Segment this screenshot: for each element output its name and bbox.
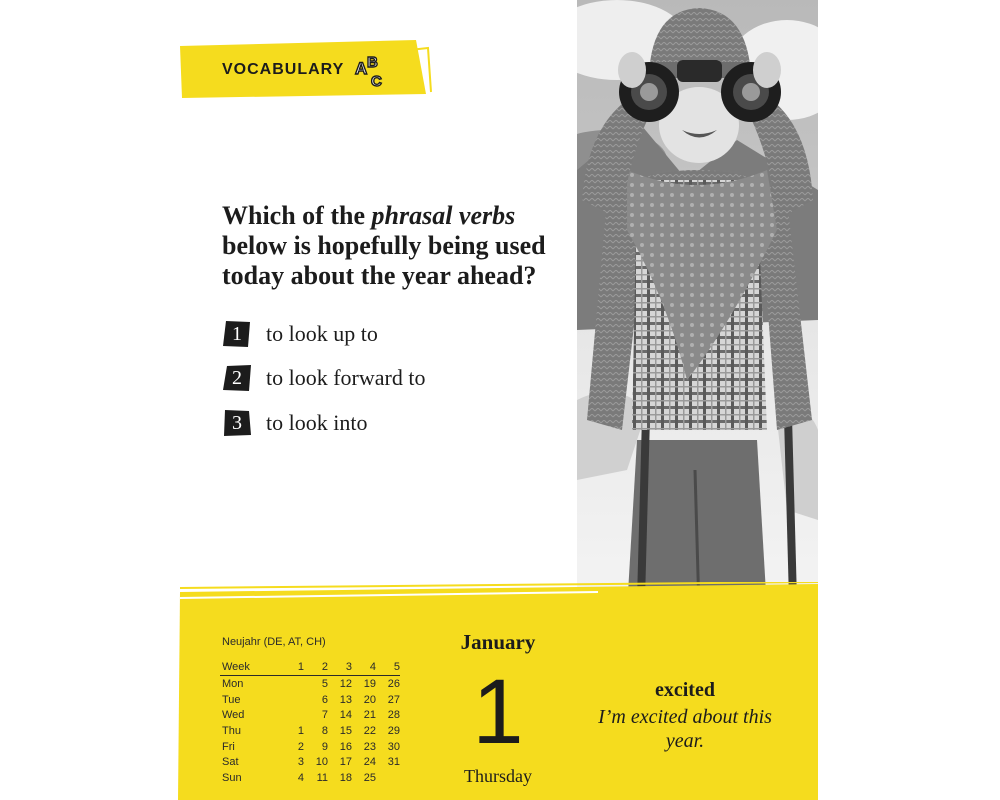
date-cell: 2 <box>297 740 304 753</box>
date-cell: 4 <box>297 771 304 784</box>
date-cell: 3 <box>297 756 304 769</box>
abc-letter-a: A <box>355 59 368 78</box>
date-cell: 22 <box>363 724 376 737</box>
calendar-header-cell: Week <box>220 658 280 676</box>
weekday-cell: Fri <box>222 740 235 753</box>
option-text: to look up to <box>266 321 378 346</box>
calendar-header-cell: 4 <box>352 658 376 676</box>
calendar-row <box>220 770 400 786</box>
abc-letter-b: B <box>367 54 378 71</box>
calendar-row <box>220 707 400 723</box>
option-2 <box>222 362 425 394</box>
word-of-day: excited <box>655 679 715 701</box>
date-cell: 12 <box>339 677 352 690</box>
date-cell: 7 <box>321 709 328 722</box>
date-cell: 28 <box>387 709 400 722</box>
weekday-cell: Sun <box>222 771 242 784</box>
date-cell: 6 <box>321 693 328 706</box>
weekday-label: Thursday <box>464 766 532 786</box>
month-label: January <box>460 630 536 654</box>
option-number-badge <box>222 364 252 392</box>
calendar-header-cell: 1 <box>280 658 304 676</box>
child-with-binoculars-image <box>577 0 818 610</box>
question-text-before: Which of the <box>222 201 365 230</box>
word-example-sentence: I’m excited about this year. <box>598 706 772 752</box>
calendar-row <box>220 676 400 692</box>
date-cell: 11 <box>316 771 328 784</box>
date-cell: 23 <box>363 740 376 753</box>
question-emphasis: phrasal verbs <box>371 201 516 230</box>
date-cell: 17 <box>339 756 352 769</box>
section-label: VOCABULARY <box>222 61 345 78</box>
calendar-header-cell: 3 <box>328 658 352 676</box>
date-cell: 13 <box>339 693 352 706</box>
date-cell: 8 <box>321 724 328 737</box>
date-cell: 10 <box>315 756 328 769</box>
day-number: 1 <box>472 661 524 763</box>
date-cell <box>280 692 304 708</box>
option-text: to look forward to <box>266 365 426 390</box>
date-cell: 21 <box>363 709 376 722</box>
holiday-label: Neujahr (DE, AT, CH) <box>222 636 326 648</box>
weekday-cell: Tue <box>222 693 241 706</box>
abc-letter-c: C <box>371 73 382 90</box>
option-number: 2 <box>232 366 242 389</box>
date-cell: 26 <box>387 677 400 690</box>
date-cell: 25 <box>363 771 376 784</box>
date-cell: 16 <box>339 740 352 753</box>
option-text: to look into <box>266 410 368 435</box>
option-1 <box>222 318 378 350</box>
date-cell: 5 <box>321 677 328 690</box>
date-cell: 15 <box>339 724 352 737</box>
date-cell: 24 <box>363 756 376 769</box>
calendar-header-row <box>220 658 400 676</box>
date-cell <box>376 770 400 786</box>
date-cell: 9 <box>321 740 328 753</box>
abc-letters-icon <box>352 50 394 92</box>
weekday-cell: Mon <box>222 677 244 690</box>
date-cell: 14 <box>339 709 352 722</box>
calendar-row <box>220 739 400 755</box>
option-number-badge <box>222 409 252 437</box>
question-text <box>222 201 572 291</box>
date-cell: 1 <box>297 724 304 737</box>
calendar-header-cell: 5 <box>376 658 400 676</box>
date-cell: 27 <box>387 693 400 706</box>
month-calendar-table <box>220 658 400 786</box>
date-cell: 20 <box>363 693 376 706</box>
option-number: 1 <box>232 322 242 345</box>
calendar-header-cell: 2 <box>304 658 328 676</box>
option-number-badge <box>222 320 252 348</box>
weekday-cell: Sat <box>222 756 239 769</box>
weekday-cell: Thu <box>222 724 241 737</box>
question-text-after: below is hopefully being used today about the year ahead? <box>222 231 546 290</box>
date-cell: 30 <box>387 740 400 753</box>
date-cell: 19 <box>363 677 376 690</box>
option-3 <box>222 407 367 439</box>
date-cell: 18 <box>339 771 352 784</box>
calendar-row <box>220 754 400 770</box>
date-cell: 29 <box>387 724 400 737</box>
calendar-row <box>220 723 400 739</box>
date-cell <box>280 707 304 723</box>
weekday-cell: Wed <box>222 709 245 722</box>
option-number: 3 <box>232 411 242 434</box>
calendar-row <box>220 692 400 708</box>
date-cell <box>280 676 304 692</box>
date-cell: 31 <box>387 756 400 769</box>
